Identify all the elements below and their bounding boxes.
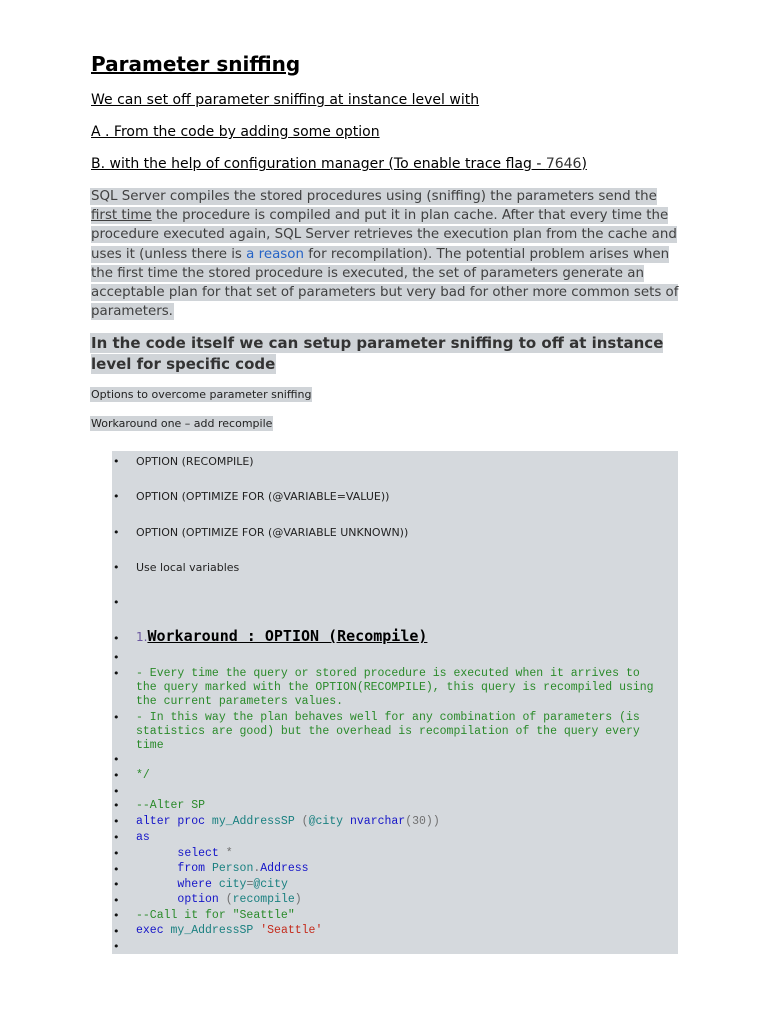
bullet: •: [113, 753, 120, 766]
option-item: OPTION (OPTIMIZE FOR (@VARIABLE UNKNOWN)): [136, 526, 409, 539]
intro-paragraph: SQL Server compiles the stored procedures using (sniffing) the parameters send the first time the procedure is compiled and put it in plan cache. After that every time the procedure executed again, SQL Server retrieves the execution plan from the cache and uses it (unless there is a reason for recompilation). The potential problem arises when the first time the stored procedure is executed, the set of parameters generate an acceptable plan for that set of parameters but very bad for other more common sets of parameters.: [91, 189, 679, 320]
a-reason-link[interactable]: a reason: [246, 246, 304, 262]
bullet: •: [113, 651, 120, 664]
bullet: •: [113, 847, 120, 860]
code-line-from: from Person.Address: [177, 862, 309, 875]
subheading: In the code itself we can setup parameter sniffing to off at instance level for specific code: [91, 334, 664, 373]
code-line-option: option (recompile): [177, 893, 302, 906]
bullet: •: [113, 561, 120, 574]
bullet: •: [113, 769, 120, 782]
option-item: OPTION (OPTIMIZE FOR (@VARIABLE=VALUE)): [136, 490, 390, 503]
comment-plan-explanation: - In this way the plan behaves well for any combination of parameters (is statistics are good) but the overhead is recompilation of the query every time: [136, 711, 640, 752]
bullet: •: [113, 815, 120, 828]
option-item: OPTION (RECOMPILE): [136, 455, 254, 468]
bullet: •: [113, 925, 120, 938]
bullet: •: [113, 490, 120, 503]
bullet: •: [113, 596, 120, 609]
workaround-heading: 1.Workaround : OPTION (Recompile): [136, 627, 428, 645]
code-line-select: select *: [177, 847, 233, 860]
workaround-label: Workaround one – add recompile: [91, 417, 273, 430]
bullet: •: [113, 667, 120, 680]
bullet: •: [113, 799, 120, 812]
bullet: •: [113, 632, 120, 645]
heading-option-a: A . From the code by adding some option: [91, 124, 380, 140]
code-line-as: as: [136, 831, 150, 844]
bullet: •: [113, 909, 120, 922]
code-line-call-comment: --Call it for "Seattle": [136, 909, 295, 922]
options-label: Options to overcome parameter sniffing: [91, 388, 312, 401]
bullet: •: [113, 831, 120, 844]
bullet: •: [113, 878, 120, 891]
heading-option-b: B. with the help of configuration manager (To enable trace flag - 7646): [91, 156, 587, 172]
bullet: •: [113, 455, 120, 468]
heading-instance-level: We can set off parameter sniffing at instance level with: [91, 92, 480, 108]
bullet: •: [113, 711, 120, 724]
code-line-where: where city=@city: [177, 878, 288, 891]
bullet: •: [113, 863, 120, 876]
page-title: Parameter sniffing: [91, 52, 301, 76]
bullet: •: [113, 894, 120, 907]
bullet: •: [113, 940, 120, 953]
comment-recompile-explanation: - Every time the query or stored procedure is executed when it arrives to the query marked with the OPTION(RECOMPILE), this query is recompiled using the current parameters values.: [136, 667, 654, 708]
option-item: Use local variables: [136, 561, 240, 574]
code-line-alter-proc: alter proc my_AddressSP (@city nvarchar(30)): [136, 815, 440, 828]
code-line-alter-comment: --Alter SP: [136, 799, 206, 812]
comment-end: */: [136, 769, 150, 782]
bullet: •: [113, 785, 120, 798]
bullet: •: [113, 526, 120, 539]
code-line-exec: exec my_AddressSP 'Seattle': [136, 924, 323, 937]
